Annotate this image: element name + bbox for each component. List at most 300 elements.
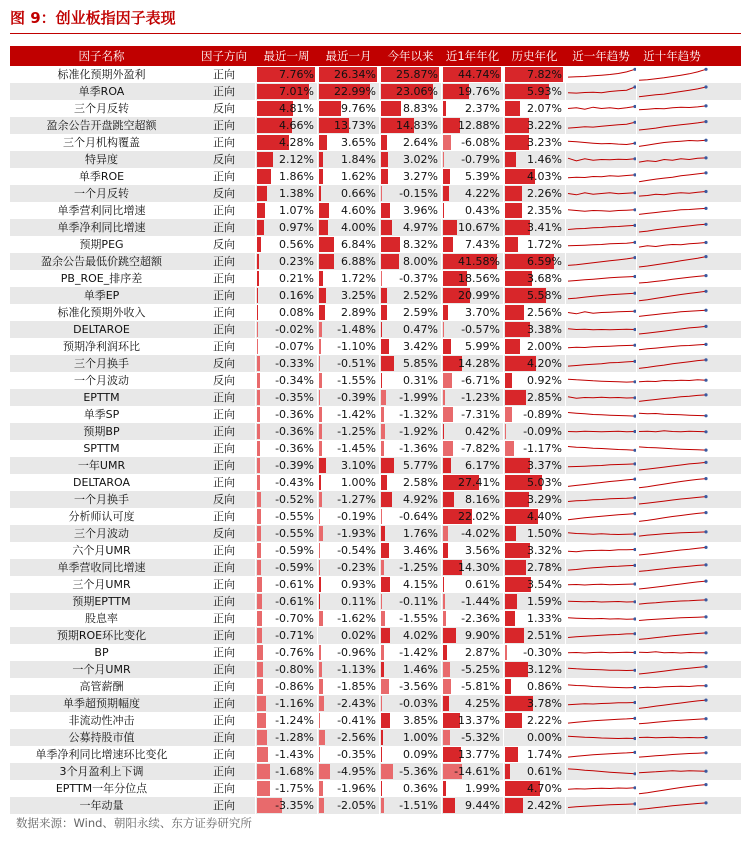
- value-bar-week: [257, 441, 260, 456]
- trend-10y-sparkline: [637, 559, 708, 576]
- trend-1y-cell: [565, 763, 636, 780]
- cell-hist: [503, 355, 565, 372]
- factor-direction: 正向: [213, 272, 235, 285]
- value-bar-1y: [443, 730, 450, 745]
- title-divider: [10, 33, 741, 34]
- trend-10y-sparkline: [637, 508, 708, 525]
- cell-hist: [503, 559, 565, 576]
- cell-hist: [503, 219, 565, 236]
- value-bar-1y: [443, 424, 444, 439]
- trend-10y-sparkline: [637, 678, 708, 695]
- trend-10y-cell: [636, 644, 707, 661]
- cell-week: [255, 372, 317, 389]
- trend-1y-cell: [565, 797, 636, 814]
- trend-10y-sparkline-last-point: [704, 530, 707, 533]
- trend-10y-sparkline-last-point: [704, 414, 707, 417]
- table-row: [10, 763, 741, 780]
- cell-1y: [441, 678, 503, 695]
- value-1y: 19.76%: [458, 85, 500, 98]
- trend-1y-sparkline-line: [568, 158, 635, 161]
- cell-hist: [503, 168, 565, 185]
- cell-month: [317, 678, 379, 695]
- factor-name: 3个月盈利上下调: [59, 765, 144, 778]
- factor-name: 一个月反转: [74, 187, 129, 200]
- trend-10y-cell: [636, 559, 707, 576]
- value-bar-week: [257, 526, 261, 541]
- value-bar-month: [319, 764, 330, 779]
- trend-10y-sparkline: [637, 406, 708, 423]
- value-bar-hist: [505, 339, 520, 354]
- factor-direction: 正向: [213, 765, 235, 778]
- value-bar-week: [257, 543, 261, 558]
- value-1y: 27.41%: [458, 476, 500, 489]
- trend-10y-sparkline: [637, 661, 708, 678]
- trend-10y-cell: [636, 678, 707, 695]
- trend-1y-sparkline: [566, 610, 637, 627]
- value-ytd: 4.97%: [403, 221, 438, 234]
- factor-name: 特异度: [85, 153, 118, 166]
- value-bar-ytd: [381, 526, 385, 541]
- header-month: 最近一月: [317, 46, 379, 66]
- trend-10y-cell: [636, 321, 707, 338]
- value-month: -1.62%: [337, 612, 376, 625]
- trend-1y-sparkline: [566, 372, 637, 389]
- cell-ytd: [379, 542, 441, 559]
- value-bar-ytd: [381, 730, 383, 745]
- value-bar-1y: [443, 186, 449, 201]
- cell-month: [317, 712, 379, 729]
- trend-10y-sparkline-line: [639, 276, 706, 283]
- cell-month: [317, 338, 379, 355]
- trend-10y-sparkline-line: [639, 69, 706, 80]
- value-bar-hist: [505, 407, 512, 422]
- value-1y: 13.77%: [458, 748, 500, 761]
- table-row: [10, 508, 741, 525]
- value-month: -1.93%: [337, 527, 376, 540]
- value-hist: -0.09%: [523, 425, 562, 438]
- trend-1y-sparkline-line: [568, 258, 635, 266]
- cell-month: [317, 66, 379, 83]
- value-hist: 3.23%: [527, 136, 562, 149]
- table-row: [10, 202, 741, 219]
- value-hist: 1.33%: [527, 612, 562, 625]
- cell-1y: [441, 780, 503, 797]
- table-row: [10, 185, 741, 202]
- cell-week: [255, 780, 317, 797]
- cell-hist: [503, 525, 565, 542]
- value-hist: 2.35%: [527, 204, 562, 217]
- trend-10y-sparkline-last-point: [704, 120, 707, 123]
- value-1y: 1.99%: [465, 782, 500, 795]
- cell-month: [317, 287, 379, 304]
- cell-week: [255, 100, 317, 117]
- cell-week: [255, 763, 317, 780]
- cell-month: [317, 168, 379, 185]
- trend-1y-cell: [565, 474, 636, 491]
- trend-1y-cell: [565, 406, 636, 423]
- table-row: [10, 491, 741, 508]
- value-1y: -0.57%: [461, 323, 500, 336]
- cell-month: [317, 304, 379, 321]
- value-bar-hist: [505, 135, 529, 150]
- factor-direction: 正向: [213, 561, 235, 574]
- trend-10y-cell: [636, 763, 707, 780]
- value-bar-1y: [443, 407, 453, 422]
- trend-10y-sparkline-line: [639, 633, 706, 640]
- factor-direction: 正向: [213, 425, 235, 438]
- trend-10y-sparkline-line: [639, 192, 706, 197]
- trend-10y-sparkline-last-point: [704, 770, 707, 773]
- factor-name: 三个月反转: [74, 102, 129, 115]
- factor-name: 盈余公告开盘跳空超额: [46, 119, 157, 132]
- value-hist: 2.51%: [527, 629, 562, 642]
- factor-direction: 正向: [213, 136, 235, 149]
- trend-1y-sparkline-line: [568, 225, 635, 229]
- trend-10y-sparkline-line: [639, 462, 706, 470]
- value-bar-month: [319, 152, 323, 167]
- value-week: 1.86%: [279, 170, 314, 183]
- value-week: 7.01%: [279, 85, 314, 98]
- cell-ytd: [379, 66, 441, 83]
- value-1y: -1.44%: [461, 595, 500, 608]
- cell-1y: [441, 729, 503, 746]
- value-week: -0.36%: [275, 425, 314, 438]
- trend-10y-sparkline-last-point: [704, 717, 707, 720]
- value-ytd: 8.32%: [403, 238, 438, 251]
- factor-direction: 反向: [213, 187, 235, 200]
- value-bar-1y: [443, 543, 448, 558]
- factor-name: 单季SP: [83, 408, 120, 421]
- trend-1y-sparkline-line: [568, 514, 635, 520]
- value-hist: 3.12%: [527, 663, 562, 676]
- cell-1y: [441, 406, 503, 423]
- cell-1y: [441, 236, 503, 253]
- value-bar-ytd: [381, 713, 390, 728]
- value-hist: 3.68%: [527, 272, 562, 285]
- cell-1y: [441, 253, 503, 270]
- value-month: 3.65%: [341, 136, 376, 149]
- factor-name: 标准化预期外收入: [57, 306, 146, 319]
- trend-1y-sparkline: [566, 168, 637, 185]
- value-bar-month: [319, 101, 341, 116]
- cell-week: [255, 474, 317, 491]
- value-ytd: 4.02%: [403, 629, 438, 642]
- cell-1y: [441, 508, 503, 525]
- value-week: 1.07%: [279, 204, 314, 217]
- factor-direction: 正向: [213, 731, 235, 744]
- trend-1y-cell: [565, 576, 636, 593]
- cell-week: [255, 610, 317, 627]
- value-week: -0.36%: [275, 442, 314, 455]
- cell-1y: [441, 389, 503, 406]
- value-week: 7.76%: [279, 68, 314, 81]
- table-row: [10, 253, 741, 270]
- trend-1y-sparkline: [566, 661, 637, 678]
- value-bar-1y: [443, 645, 447, 660]
- value-week: -1.68%: [275, 765, 314, 778]
- factor-direction: 反向: [213, 527, 235, 540]
- cell-1y: [441, 423, 503, 440]
- value-bar-month: [319, 441, 322, 456]
- value-bar-month: [319, 730, 325, 745]
- trend-10y-sparkline-last-point: [704, 751, 707, 754]
- cell-ytd: [379, 457, 441, 474]
- trend-1y-sparkline-line: [568, 447, 635, 451]
- value-bar-1y: [443, 101, 446, 116]
- cell-ytd: [379, 780, 441, 797]
- cell-week: [255, 525, 317, 542]
- value-bar-month: [319, 237, 334, 252]
- value-hist: -0.30%: [523, 646, 562, 659]
- value-bar-week: [257, 356, 260, 371]
- trend-10y-cell: [636, 134, 707, 151]
- trend-1y-sparkline: [566, 576, 637, 593]
- trend-10y-cell: [636, 185, 707, 202]
- cell-hist: [503, 474, 565, 491]
- trend-1y-sparkline-line: [568, 293, 635, 299]
- trend-10y-sparkline-last-point: [704, 68, 707, 71]
- value-bar-week: [257, 730, 267, 745]
- figure-title: 图 9：创业板指因子表现: [10, 9, 176, 27]
- cell-week: [255, 695, 317, 712]
- cell-hist: [503, 712, 565, 729]
- trend-1y-sparkline-line: [568, 565, 635, 570]
- cell-hist: [503, 372, 565, 389]
- cell-week: [255, 542, 317, 559]
- trend-1y-cell: [565, 83, 636, 100]
- trend-10y-sparkline-line: [639, 360, 706, 369]
- trend-1y-sparkline: [566, 270, 637, 287]
- value-week: -1.75%: [275, 782, 314, 795]
- trend-1y-sparkline-line: [568, 498, 635, 502]
- value-month: 26.34%: [334, 68, 376, 81]
- trend-10y-cell: [636, 474, 707, 491]
- value-bar-ytd: [381, 458, 394, 473]
- value-ytd: 0.47%: [403, 323, 438, 336]
- value-month: 1.62%: [341, 170, 376, 183]
- cell-1y: [441, 372, 503, 389]
- value-bar-week: [257, 458, 260, 473]
- trend-1y-cell: [565, 321, 636, 338]
- factor-name: EPTTM一年分位点: [55, 782, 148, 795]
- value-month: 4.00%: [341, 221, 376, 234]
- cell-hist: [503, 610, 565, 627]
- value-bar-ytd: [381, 441, 384, 456]
- trend-1y-sparkline: [566, 627, 637, 644]
- value-hist: 6.59%: [527, 255, 562, 268]
- trend-1y-sparkline: [566, 236, 637, 253]
- trend-10y-sparkline: [637, 746, 708, 763]
- cell-month: [317, 270, 379, 287]
- cell-month: [317, 185, 379, 202]
- trend-10y-sparkline-line: [639, 803, 706, 810]
- factor-direction: 正向: [213, 221, 235, 234]
- cell-hist: [503, 321, 565, 338]
- trend-10y-sparkline: [637, 151, 708, 168]
- cell-1y: [441, 321, 503, 338]
- value-bar-hist: [505, 441, 514, 456]
- value-ytd: 14.83%: [396, 119, 438, 132]
- value-month: 1.00%: [341, 476, 376, 489]
- trend-10y-cell: [636, 406, 707, 423]
- cell-month: [317, 780, 379, 797]
- cell-ytd: [379, 593, 441, 610]
- factor-name: 公募持股市值: [68, 731, 135, 744]
- factor-name: 一个月波动: [74, 374, 129, 387]
- value-week: -3.35%: [275, 799, 314, 812]
- value-month: 13.73%: [334, 119, 376, 132]
- value-1y: 4.22%: [465, 187, 500, 200]
- cell-hist: [503, 423, 565, 440]
- trend-10y-sparkline: [637, 168, 708, 185]
- trend-10y-sparkline: [637, 100, 708, 117]
- trend-1y-sparkline-line: [568, 311, 635, 314]
- value-bar-ytd: [381, 662, 384, 677]
- value-month: -2.56%: [337, 731, 376, 744]
- trend-10y-sparkline-last-point: [704, 631, 707, 634]
- trend-1y-sparkline: [566, 151, 637, 168]
- value-bar-ytd: [381, 577, 390, 592]
- factor-direction: 正向: [213, 323, 235, 336]
- value-bar-1y: [443, 373, 452, 388]
- cell-1y: [441, 440, 503, 457]
- value-week: -0.07%: [275, 340, 314, 353]
- table-row: [10, 440, 741, 457]
- value-1y: 7.43%: [465, 238, 500, 251]
- cell-ytd: [379, 627, 441, 644]
- value-1y: 18.56%: [458, 272, 500, 285]
- value-hist: 2.85%: [527, 391, 562, 404]
- value-month: 1.72%: [341, 272, 376, 285]
- value-1y: -6.08%: [461, 136, 500, 149]
- cell-week: [255, 287, 317, 304]
- trend-1y-cell: [565, 491, 636, 508]
- value-bar-1y: [443, 169, 450, 184]
- value-week: 0.08%: [279, 306, 314, 319]
- trend-1y-sparkline: [566, 644, 637, 661]
- cell-week: [255, 134, 317, 151]
- trend-10y-sparkline-last-point: [704, 274, 707, 277]
- factor-direction: 正向: [213, 340, 235, 353]
- value-bar-month: [319, 679, 323, 694]
- cell-ytd: [379, 712, 441, 729]
- value-bar-week: [257, 628, 262, 643]
- trend-1y-sparkline-line: [568, 464, 635, 467]
- cell-1y: [441, 287, 503, 304]
- cell-month: [317, 389, 379, 406]
- cell-hist: [503, 508, 565, 525]
- value-week: -0.52%: [275, 493, 314, 506]
- trend-10y-cell: [636, 389, 707, 406]
- trend-1y-sparkline-line: [568, 141, 635, 144]
- value-bar-1y: [443, 339, 451, 354]
- trend-10y-sparkline-last-point: [704, 615, 707, 618]
- cell-hist: [503, 100, 565, 117]
- trend-10y-sparkline: [637, 491, 708, 508]
- trend-10y-sparkline-last-point: [704, 477, 707, 480]
- cell-month: [317, 695, 379, 712]
- trend-1y-sparkline-line: [568, 550, 635, 552]
- value-month: 0.11%: [341, 595, 376, 608]
- trend-1y-sparkline: [566, 423, 637, 440]
- cell-month: [317, 474, 379, 491]
- cell-1y: [441, 270, 503, 287]
- value-month: -1.48%: [337, 323, 376, 336]
- header-1y-trend: 近一年趋势: [565, 46, 636, 66]
- value-1y: 22.02%: [458, 510, 500, 523]
- trend-10y-cell: [636, 83, 707, 100]
- value-bar-week: [257, 679, 263, 694]
- value-bar-hist: [505, 118, 529, 133]
- value-bar-1y: [443, 305, 448, 320]
- trend-10y-sparkline-last-point: [704, 699, 707, 702]
- value-bar-ytd: [381, 288, 387, 303]
- value-bar-week: [257, 662, 263, 677]
- trend-1y-cell: [565, 423, 636, 440]
- trend-10y-sparkline-last-point: [704, 104, 707, 107]
- value-bar-month: [319, 339, 321, 354]
- trend-10y-cell: [636, 746, 707, 763]
- trend-10y-sparkline-last-point: [704, 430, 707, 433]
- value-ytd: 3.85%: [403, 714, 438, 727]
- trend-10y-cell: [636, 457, 707, 474]
- trend-1y-cell: [565, 253, 636, 270]
- value-bar-1y: [443, 628, 456, 643]
- value-bar-week: [257, 271, 259, 286]
- cell-month: [317, 593, 379, 610]
- factor-direction: 正向: [213, 646, 235, 659]
- trend-10y-cell: [636, 287, 707, 304]
- trend-10y-cell: [636, 576, 707, 593]
- trend-10y-sparkline-line: [639, 447, 706, 450]
- factor-name: 一个月换手: [74, 493, 129, 506]
- trend-1y-sparkline: [566, 406, 637, 423]
- cell-1y: [441, 304, 503, 321]
- trend-10y-sparkline: [637, 372, 708, 389]
- trend-10y-sparkline-line: [639, 344, 706, 349]
- value-bar-month: [319, 288, 326, 303]
- value-bar-week: [257, 152, 273, 167]
- trend-10y-sparkline-last-point: [704, 665, 707, 668]
- value-month: -2.05%: [337, 799, 376, 812]
- value-ytd: 25.87%: [396, 68, 438, 81]
- factor-direction: 正向: [213, 578, 235, 591]
- value-ytd: -0.03%: [399, 697, 438, 710]
- cell-week: [255, 185, 317, 202]
- cell-ytd: [379, 372, 441, 389]
- cell-week: [255, 270, 317, 287]
- table-row: [10, 66, 741, 83]
- cell-1y: [441, 168, 503, 185]
- cell-ytd: [379, 610, 441, 627]
- trend-10y-sparkline-last-point: [704, 801, 707, 804]
- trend-10y-sparkline: [637, 729, 708, 746]
- trend-10y-sparkline-last-point: [704, 171, 707, 174]
- cell-1y: [441, 525, 503, 542]
- trend-1y-sparkline-line: [568, 397, 635, 398]
- trend-10y-sparkline: [637, 712, 708, 729]
- value-bar-week: [257, 645, 263, 660]
- value-bar-month: [319, 203, 329, 218]
- trend-10y-sparkline-last-point: [704, 85, 707, 88]
- cell-week: [255, 508, 317, 525]
- value-week: -0.59%: [275, 561, 314, 574]
- trend-1y-sparkline: [566, 117, 637, 134]
- value-bar-ytd: [381, 475, 387, 490]
- factor-direction: 正向: [213, 391, 235, 404]
- value-bar-hist: [505, 747, 518, 762]
- cell-month: [317, 423, 379, 440]
